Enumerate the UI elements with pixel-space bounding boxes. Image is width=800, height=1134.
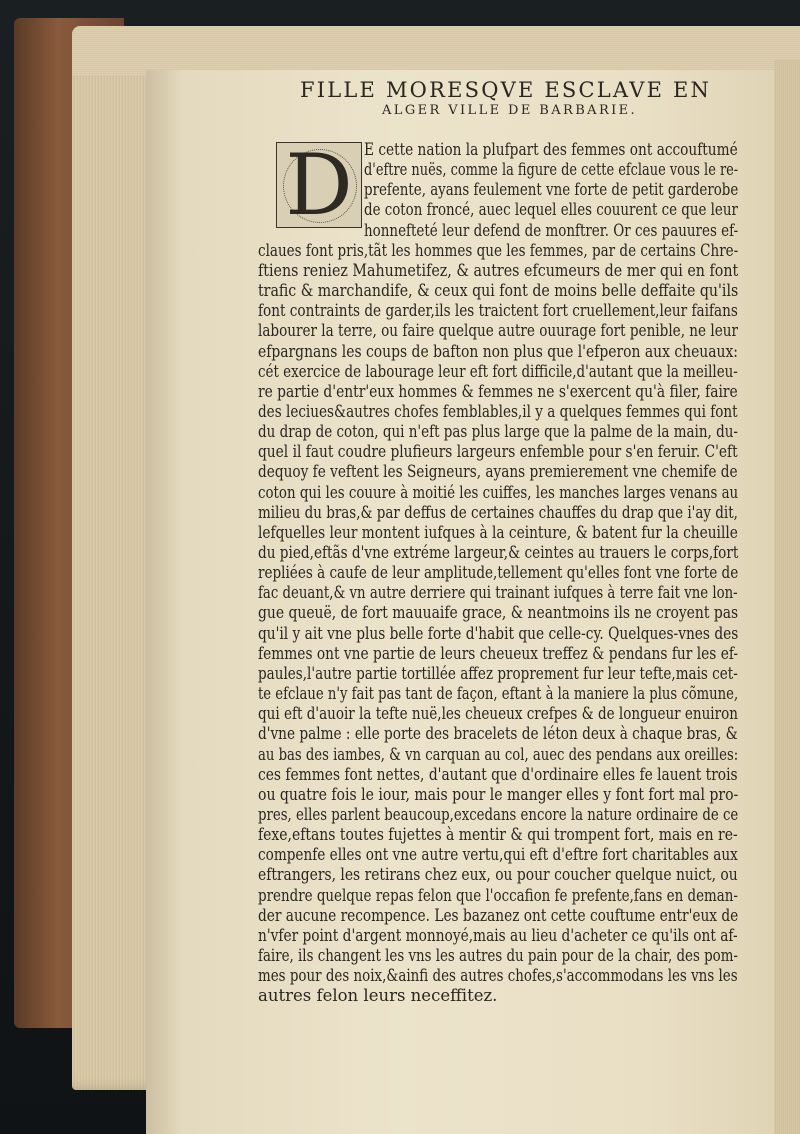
body-line: der aucune recompence. Les bazanez ont cette couftume entr'eux de	[258, 905, 739, 925]
body-line: du drap de coton, qui n'eft pas plus large que la palme de la main, du-	[258, 422, 738, 442]
body-line: dequoy fe veftent les Seigneurs, ayans premierement vne chemife de	[258, 462, 738, 482]
body-line: ces femmes font nettes, d'autant que d'ordinaire elles fe lauent trois	[258, 764, 738, 784]
body-line: coton qui les couure à moitié les cuiffes, les manches larges venans au	[258, 482, 739, 502]
body-line: mes pour des noix,&ainfi des autres chofes,s'accommodans les vns les	[258, 966, 738, 986]
body-line: des leciues&autres chofes femblables,il y a quelques femmes qui font	[258, 401, 738, 421]
body-line: qu'il y ait vne plus belle forte d'habit que celle-cy. Quelques-vnes des	[258, 623, 739, 643]
ornamental-drop-cap	[276, 136, 362, 234]
body-line: gue queuë, de fort mauuaife grace, & neantmoins ils ne croyent pas	[258, 603, 739, 623]
body-line: fac deuant,& vn autre derriere qui trainant iufques à terre fait vne lon-	[258, 583, 738, 603]
drop-cap-letter: D	[285, 136, 353, 234]
body-line: milieu du bras,& par deffus de certaines chauffes du drap que i'ay dit,	[258, 502, 738, 522]
heading-line-1: FILLE MORESQVE ESCLAVE EN	[300, 78, 712, 102]
body-line: E cette nation la plufpart des femmes ont accouftumé	[364, 140, 738, 159]
body-line: eftrangers, les retirans chez eux, ou pour coucher quelque nuict, ou	[258, 865, 738, 885]
body-line: fexe,eftans toutes fujettes à mentir & qui trompent fort, mais en re-	[258, 825, 738, 845]
body-line: labourer la terre, ou faire quelque autre ouurage fort penible, ne leur	[258, 321, 738, 341]
body-line: honnefteté leur defend de monftrer. Or ces pauures ef-	[364, 220, 739, 240]
body-line: n'vfer point d'argent monnoyé,mais au lieu d'acheter ce qu'ils ont af-	[258, 925, 738, 945]
body-line: trafic & marchandife, & ceux qui font de moins belle deffaite qu'ils	[258, 281, 739, 301]
body-line: compenfe elles ont vne autre vertu,qui eft d'eftre fort charitables aux	[258, 845, 738, 865]
body-line: d'vne palme : elle porte des bracelets de léton deux à chaque bras, &	[258, 724, 738, 744]
top-page-edges	[72, 26, 800, 76]
body-line: qui eft d'auoir la tefte nuë,les cheueux crefpes & de longueur enuiron	[258, 704, 738, 724]
body-line: autres felon leurs neceffitez.	[258, 986, 498, 1006]
body-line: prendre quelque repas felon que l'occafion fe prefente,fans en deman-	[258, 885, 738, 905]
body-line: font contraints de garder,ils les traictent fort cruellement,leur faifans	[258, 301, 738, 321]
body-line: d'eftre nuës, comme la figure de cette efclaue vous le re-	[364, 160, 739, 180]
body-line: faire, ils changent les vns les autres du pain pour de la chair, des pom-	[258, 946, 738, 965]
body-line: ftiens reniez Mahumetifez, & autres efcumeurs de mer qui en font	[258, 260, 739, 280]
body-line: paules,l'autre partie tortillée affez proprement fur leur tefte,mais cet-	[258, 663, 738, 683]
body-line: prefente, ayans feulement vne forte de petit garderobe	[364, 180, 739, 200]
body-line: pres, elles parlent beaucoup,excedans encore la nature ordinaire de ce	[258, 804, 739, 824]
body-line: claues font pris,tãt les hommes que les femmes, par de certains Chre-	[258, 240, 739, 260]
right-page-edges	[774, 60, 800, 1134]
body-line: repliées à caufe de leur amplitude,tellement qu'elles font vne forte de	[258, 563, 739, 583]
body-line: au bas des iambes, & vn carquan au col, auec des pendans aux oreilles:	[258, 744, 739, 764]
body-line: te efclaue n'y fait pas tant de façon, eftant à la maniere la plus cõmune,	[258, 684, 739, 704]
body-line: efpargnans les coups de bafton non plus que l'efperon aux cheuaux:	[258, 341, 738, 361]
body-line: du pied,eftãs d'vne extréme largeur,& ceintes au trauers le corps,fort	[258, 543, 739, 562]
body-line: cét exercice de labourage leur eft fort difficile,d'autant que la meilleu-	[258, 361, 738, 381]
body-line: femmes ont vne partie de leurs cheueux treffez & pendans fur les ef-	[258, 643, 739, 663]
body-line: lefquelles leur montent iufques à la ceinture, & batent fur la cheuille	[258, 522, 738, 542]
body-line: de coton froncé, auec lequel elles couurent ce que leur	[364, 200, 738, 220]
body-line: ou quatre fois le iour, mais pour le manger elles y font fort mal pro-	[258, 784, 739, 804]
body-line: re partie d'entr'eux hommes & femmes ne s'exercent qu'à filer, faire	[258, 381, 738, 401]
body-line: quel il faut coudre plufieurs largeurs enfemble pour s'en feruir. C'eft	[258, 442, 738, 462]
heading-line-2: ALGER VILLE DE BARBARIE.	[382, 103, 638, 118]
